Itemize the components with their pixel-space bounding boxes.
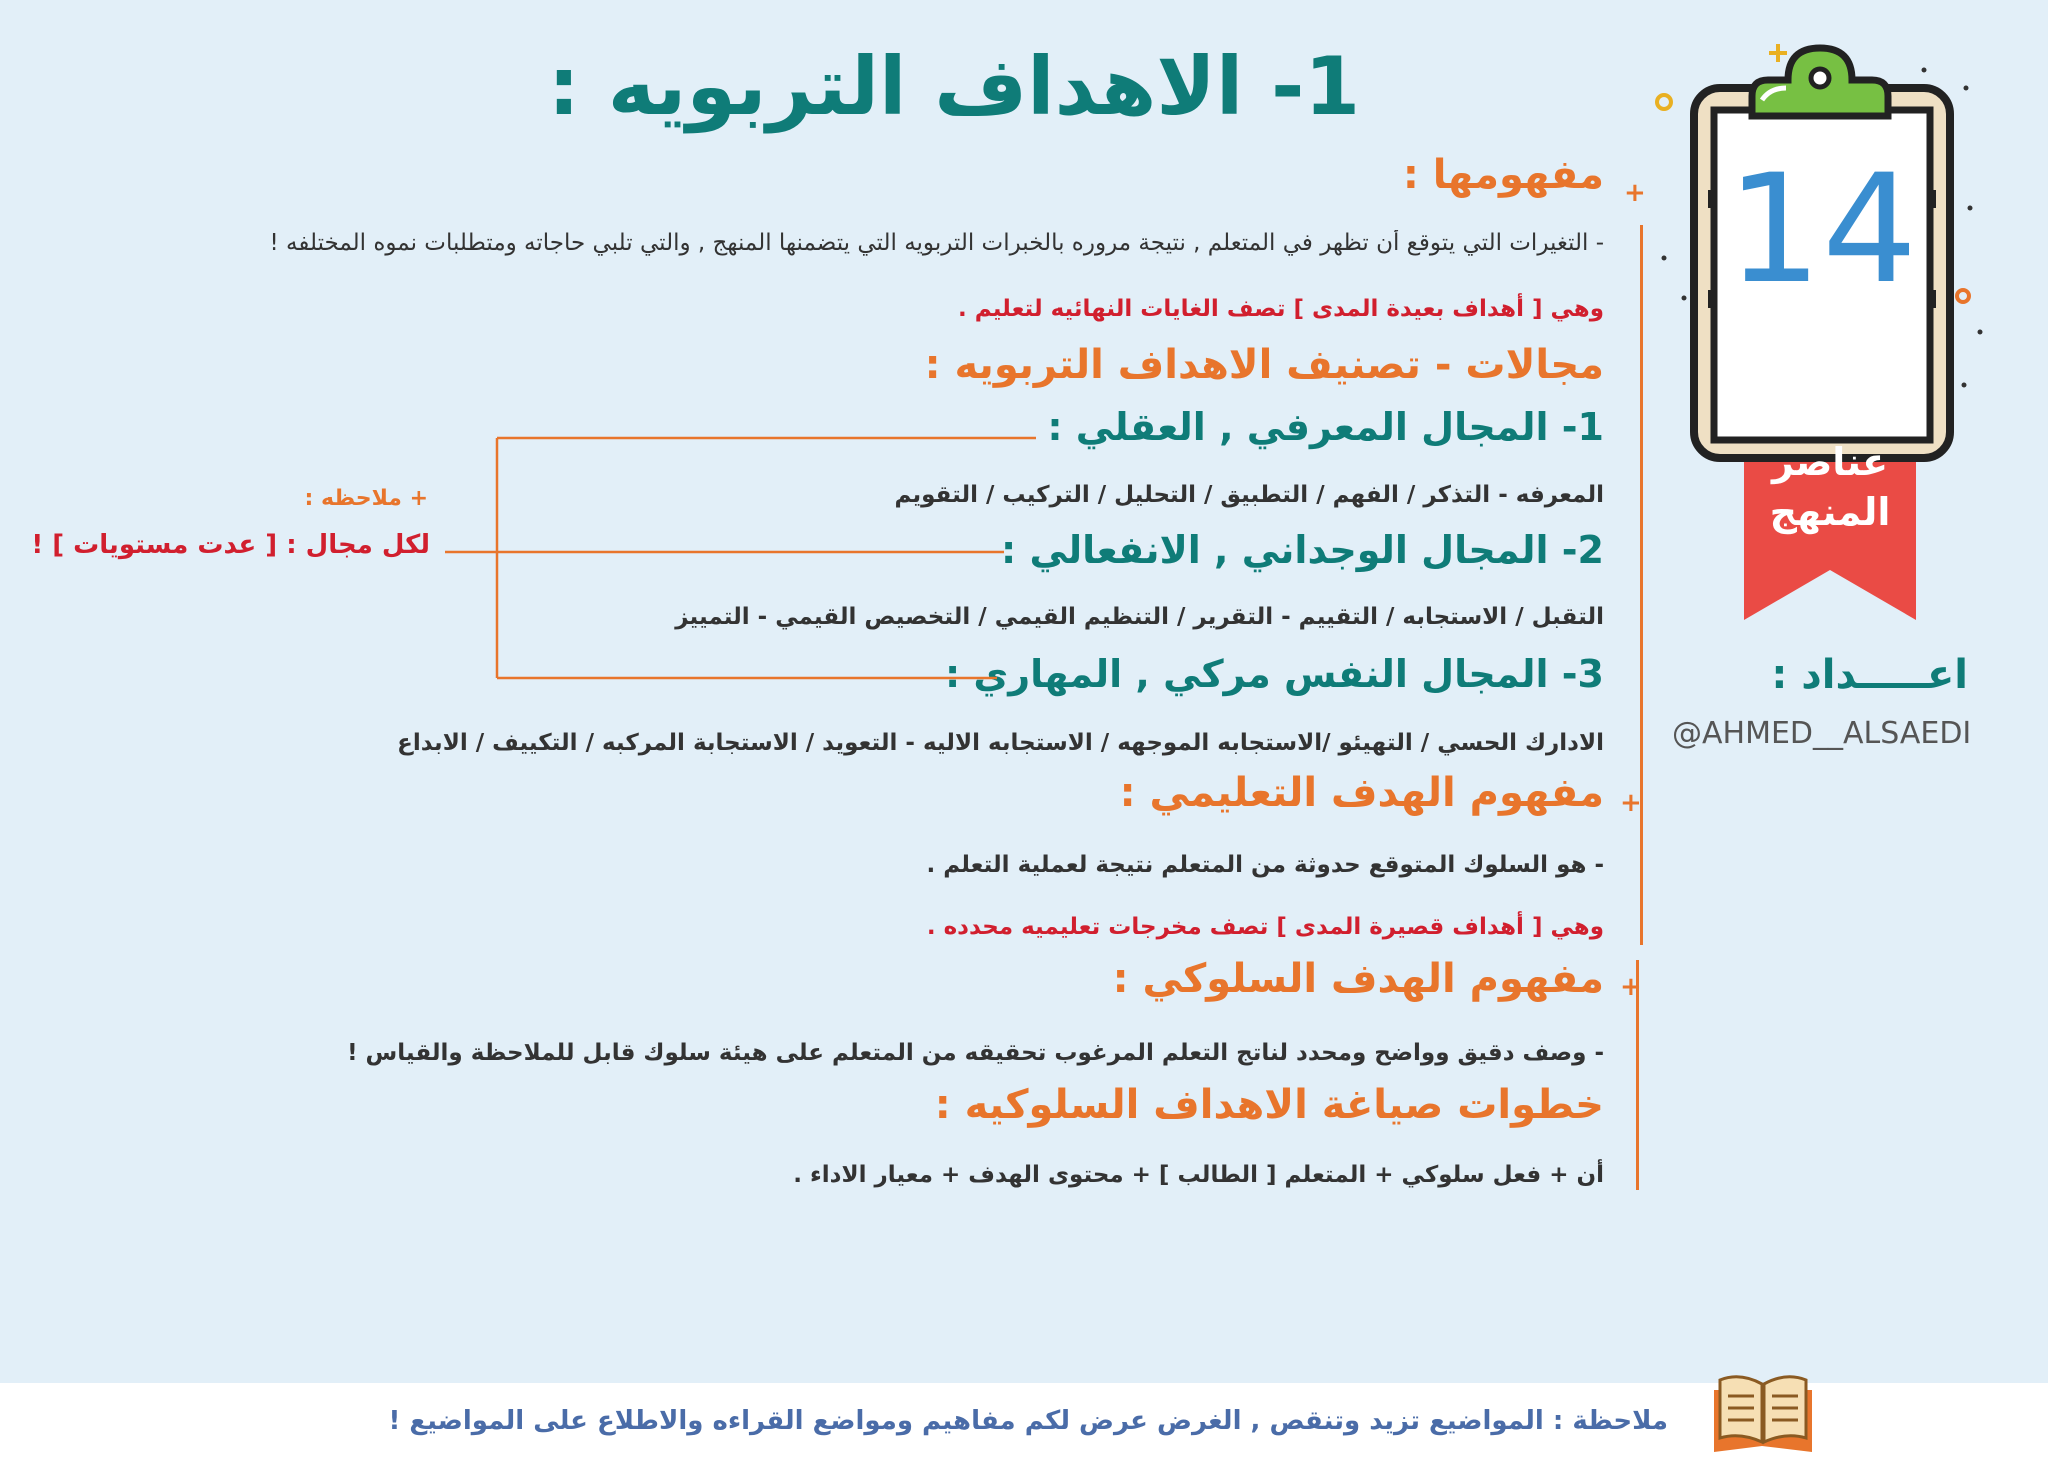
concept-text: - التغيرات التي يتوقع أن تظهر في المتعلم , نتيجة مروره بالخبرات التربويه التي يتضمنها المنهج , والتي تلبي حاجاته ومتطلبات نموه المختلفه ! <box>269 230 1604 256</box>
clipboard-icon <box>1640 40 2000 640</box>
domain-2-title: 2- المجال الوجداني , الانفعالي : <box>1001 528 1604 572</box>
side-note-label-row <box>272 486 428 511</box>
instructional-heading: مفهوم الهدف التعليمي : <box>1119 770 1604 816</box>
plus-icon: + <box>1624 178 1646 208</box>
ribbon-line-1: عناصر <box>1771 440 1889 484</box>
steps-heading: خطوات صياغة الاهداف السلوكيه : <box>934 1082 1604 1128</box>
ribbon-line-2: المنهج <box>1769 490 1891 534</box>
behavioral-text: - وصف دقيق وواضح ومحدد لناتج التعلم المرغوب تحقيقه من المتعلم على هيئة سلوك قابل للملاحظة والقياس ! <box>347 1040 1604 1066</box>
domain-1-levels: المعرفه - التذكر / الفهم / التطبيق / التحليل / التركيب / التقويم <box>894 482 1604 508</box>
domains-heading: مجالات - تصنيف الاهداف التربويه : <box>924 342 1604 388</box>
concept-note: وهي [ أهداف بعيدة المدى ] تصف الغايات النهائيه لتعليم . <box>958 296 1604 322</box>
steps-text: أن + فعل سلوكي + المتعلم [ الطالب ] + محتوى الهدف + معيار الاداء . <box>793 1162 1604 1188</box>
author-label: اعـــــداد : <box>1771 652 1968 698</box>
domain-3-levels: الادارك الحسي / التهيئو /الاستجابه الموجهه / الاستجابه الاليه - التعويد / الاستجابة المركبه / التكييف / الابداع <box>397 730 1604 756</box>
plus-icon: + <box>401 486 428 511</box>
instructional-note: وهي [ أهداف قصيرة المدى ] تصف مخرجات تعليميه محدده . <box>926 914 1604 940</box>
behavioral-heading: مفهوم الهدف السلوكي : <box>1112 956 1604 1002</box>
side-note-label: ملاحظه : <box>304 486 402 511</box>
book-icon <box>1710 1370 1816 1456</box>
badge-number: 14 <box>1726 143 1918 317</box>
side-note-text: لكل مجال : [ عدت مستويات ] ! <box>31 530 430 560</box>
domain-1-title: 1- المجال المعرفي , العقلي : <box>1047 405 1604 449</box>
instructional-text: - هو السلوك المتوقع حدوثة من المتعلم نتيجة لعملية التعلم . <box>926 852 1604 878</box>
author-handle: @AHMED__ALSAEDI <box>1672 716 1972 751</box>
plus-icon: + <box>1620 788 1642 818</box>
domain-2-levels: التقبل / الاستجابه / التقييم - التقرير / التنظيم القيمي / التخصيص القيمي - التمييز <box>675 604 1604 630</box>
domain-3-title: 3- المجال النفس مركي , المهاري : <box>944 652 1604 696</box>
concept-heading: مفهومها : <box>1402 152 1604 198</box>
plus-icon: + <box>1620 972 1642 1002</box>
footer-note: ملاحظة : المواضيع تزيد وتنقص , الغرض عرض لكم مفاهيم ومواضع القراءه والاطلاع على المواضيع ! <box>388 1406 1668 1436</box>
page-title: 1- الاهداف التربويه : <box>547 40 1360 133</box>
